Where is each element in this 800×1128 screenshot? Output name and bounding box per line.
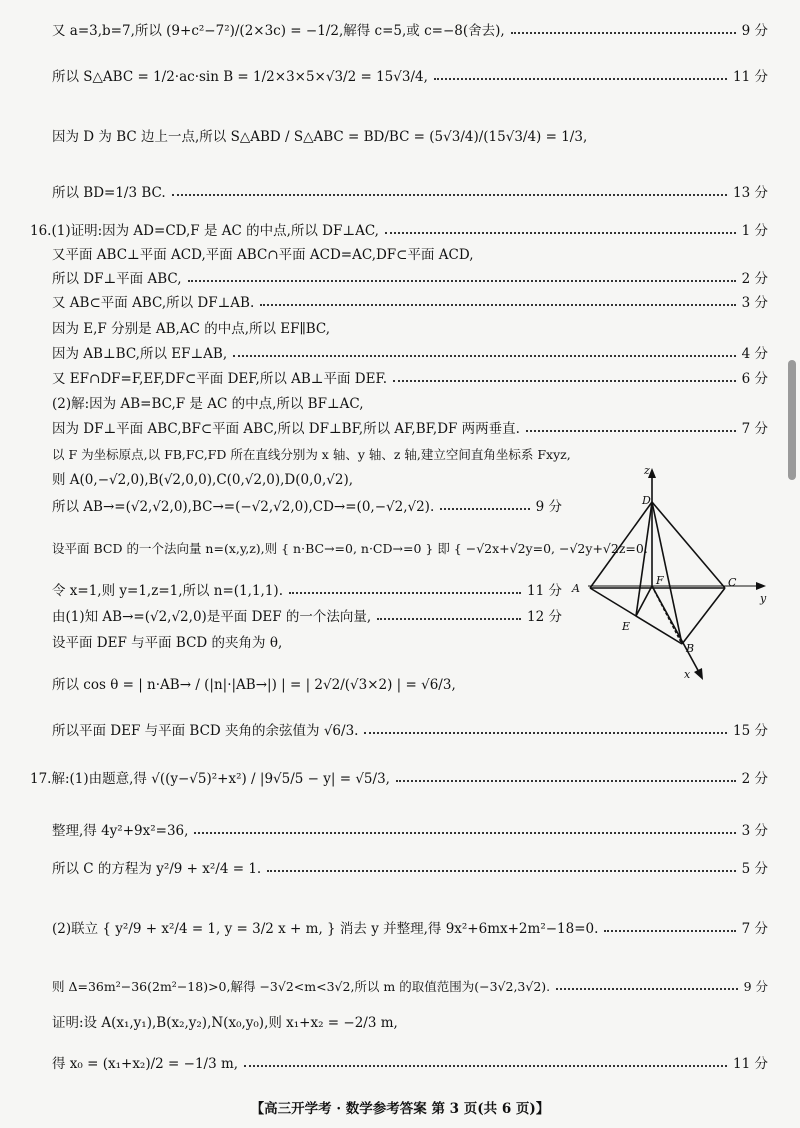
label-A: A	[572, 582, 580, 595]
edge-BC	[682, 588, 725, 644]
label-y: y	[760, 592, 767, 605]
scrollbar-thumb[interactable]	[788, 360, 796, 480]
label-B: B	[686, 642, 695, 655]
line-5: 16.(1)证明:因为 AD=CD,F 是 AC 的中点,所以 DF⊥AC, 1 分	[30, 223, 768, 239]
line-15: 则 A(0,−√2,0),B(√2,0,0),C(0,√2,0),D(0,0,√2),	[52, 472, 354, 488]
edge-DB	[652, 502, 682, 644]
line-10: 因为 AB⊥BC,所以 EF⊥AB, 4 分	[52, 346, 768, 362]
line-11: 又 EF∩DF=F,EF,DF⊂平面 DEF,所以 AB⊥平面 DEF. 6 分	[52, 371, 768, 387]
line-13: 因为 DF⊥平面 ABC,BF⊂平面 ABC,所以 DF⊥BF,所以 AF,BF,DF 两两垂直. 7 分	[52, 421, 768, 437]
line-22: 所以平面 DEF 与平面 BCD 夹角的余弦值为 √6/3. 15 分	[52, 723, 768, 739]
y-arrow	[756, 582, 766, 590]
line-26: (2)联立 { y²/9 + x²/4 = 1, y = 3/2 x + m, } 消去 y 并整理,得 9x²+6mx+2m²−18=0. 7 分	[52, 921, 768, 937]
line-4: 所以 BD=1/3 BC. 13 分	[52, 185, 768, 201]
edge-DE	[636, 502, 652, 616]
line-1: 又 a=3,b=7,所以 (9+c²−7²)/(2×3c) = −1/2,解得 c=5,或 c=−8(舍去), 9 分	[52, 23, 768, 39]
label-x: x	[684, 668, 691, 681]
line-8: 又 AB⊂平面 ABC,所以 DF⊥AB. 3 分	[52, 295, 768, 311]
line-7: 所以 DF⊥平面 ABC, 2 分	[52, 271, 768, 287]
line-19: 由(1)知 AB→=(√2,√2,0)是平面 DEF 的一个法向量, 12 分	[52, 609, 562, 625]
line-14: 以 F 为坐标原点,以 FB,FC,FD 所在直线分别为 x 轴、y 轴、z 轴,建立空间直角坐标系 Fxyz,	[52, 447, 571, 462]
line-25: 所以 C 的方程为 y²/9 + x²/4 = 1. 5 分	[52, 861, 768, 877]
line-3: 因为 D 为 BC 边上一点,所以 S△ABD / S△ABC = BD/BC = (5√3/4)/(15√3/4) = 1/3,	[52, 129, 588, 145]
pyramid-diagram	[560, 462, 780, 692]
line-2: 所以 S△ABC = 1/2·ac·sin B = 1/2×3×5×√3/2 = 15√3/4, 11 分	[52, 69, 768, 85]
label-D: D	[642, 494, 651, 507]
line-18: 令 x=1,则 y=1,z=1,所以 n=(1,1,1). 11 分	[52, 583, 562, 599]
line-9: 因为 E,F 分别是 AB,AC 的中点,所以 EF∥BC,	[52, 321, 331, 337]
line-21: 所以 cos θ = | n·AB→ / (|n|·|AB→|) | = | 2√2/(√3×2) | = √6/3,	[52, 677, 456, 693]
label-z: z	[644, 464, 650, 477]
line-16: 所以 AB→=(√2,√2,0),BC→=(−√2,√2,0),CD→=(0,−√2,√2). 9 分	[52, 499, 562, 515]
line-24: 整理,得 4y²+9x²=36, 3 分	[52, 823, 768, 839]
line-28: 证明:设 A(x₁,y₁),B(x₂,y₂),N(x₀,y₀),则 x₁+x₂ = −2/3 m,	[52, 1015, 398, 1031]
line-29: 得 x₀ = (x₁+x₂)/2 = −1/3 m, 11 分	[52, 1056, 768, 1072]
line-27: 则 Δ=36m²−36(2m²−18)>0,解得 −3√2<m<3√2,所以 m 的取值范围为(−3√2,3√2). 9 分	[52, 979, 768, 994]
label-C: C	[728, 576, 737, 589]
line-17: 设平面 BCD 的一个法向量 n=(x,y,z),则 { n·BC→=0, n·CD→=0 } 即 { −√2x+√2y=0, −√2y+√2z=0.	[52, 541, 648, 556]
label-E: E	[622, 620, 631, 633]
line-12: (2)解:因为 AB=BC,F 是 AC 的中点,所以 BF⊥AC,	[52, 396, 364, 412]
edge-DA	[590, 502, 652, 588]
line-23: 17.解:(1)由题意,得 √((y−√5)²+x²) / |9√5/5 − y| = √5/3, 2 分	[30, 771, 768, 787]
page-footer: 【高三开学考 · 数学参考答案 第 3 页(共 6 页)】	[250, 1101, 550, 1117]
line-6: 又平面 ABC⊥平面 ACD,平面 ABC∩平面 ACD=AC,DF⊂平面 ACD,	[52, 247, 474, 263]
x-arrow	[694, 668, 703, 680]
label-F: F	[656, 574, 664, 587]
line-20: 设平面 DEF 与平面 BCD 的夹角为 θ,	[52, 635, 283, 651]
